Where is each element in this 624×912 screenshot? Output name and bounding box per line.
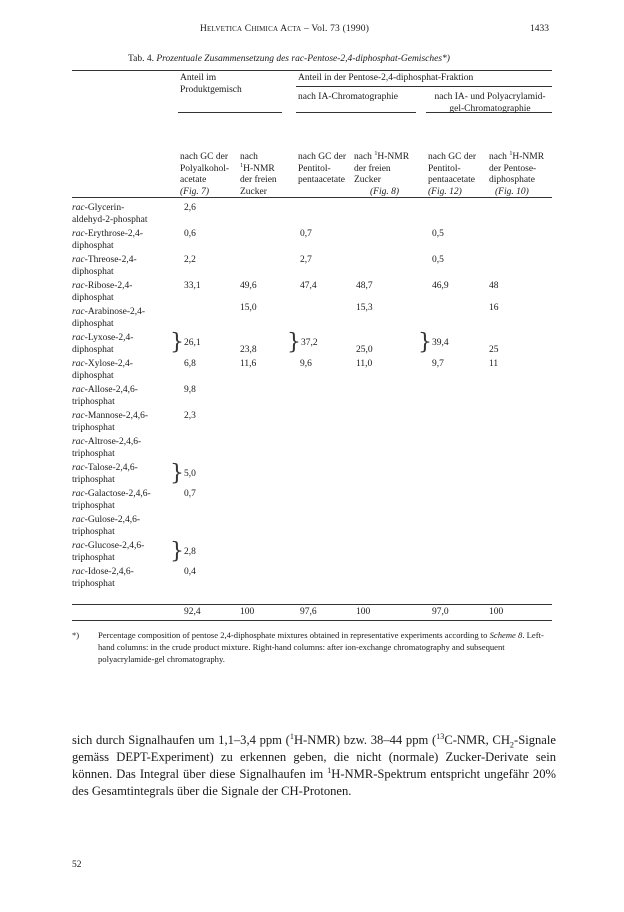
- table-caption: [128, 54, 450, 64]
- table-cell: 15,3: [356, 303, 373, 313]
- merged-value: 26,1: [184, 338, 201, 348]
- header-col-4: nach $^1$H-NMR der freien Zucker (Fig. 8): [354, 150, 410, 197]
- table-cell: 48,7: [356, 281, 373, 291]
- table-label: Tab. 4.: [128, 54, 154, 64]
- table-cell: 16: [489, 303, 499, 313]
- row-label: rac-Erythrose-2,4- diphosphat: [72, 229, 143, 251]
- table-cell: 47,4: [300, 281, 317, 291]
- header-col-6: nach $^1$H-NMR der Pentose- diphosphate (Fig. 10): [489, 150, 545, 197]
- header-bottom-rule: [72, 197, 552, 198]
- table-cell: 2,6: [184, 203, 196, 213]
- table-cell: 15,0: [240, 303, 257, 313]
- table-cell: 2,2: [184, 255, 196, 265]
- row-label: rac-Allose-2,4,6- triphosphat: [72, 385, 138, 407]
- group2-rule: [296, 86, 552, 87]
- footnote-text: Percentage composition of pentose 2,4-diphosphate mixtures obtained in representative experiments according to Scheme 8. Left-hand columns: in the crude product mixture. Right-hand columns: after ion-exchange chromatography and subsequent polyacrylamide-gel chromatography.: [98, 630, 544, 664]
- row-label: rac-Threose-2,4- diphosphat: [72, 255, 137, 277]
- merged-value: 5,0: [184, 469, 196, 479]
- sub-ia-rule: [296, 112, 416, 113]
- row-label: rac-Ribose-2,4- diphosphat: [72, 281, 133, 303]
- table-cell: 2,7: [300, 255, 312, 265]
- row-label: rac-Xylose-2,4- diphosphat: [72, 359, 133, 381]
- header-col-2: nach $^1$H-NMR der freien Zucker: [240, 152, 277, 197]
- total-cell: 97,6: [300, 607, 317, 617]
- table-cell: 0,5: [432, 255, 444, 265]
- table-cell: 23,8: [240, 345, 257, 355]
- totals-top-rule: [72, 604, 552, 605]
- row-label: rac-Altrose-2,4,6- triphosphat: [72, 437, 142, 459]
- table-top-rule: [72, 70, 552, 71]
- page-number: 1433: [530, 24, 549, 34]
- table-cell: 0,7: [300, 229, 312, 239]
- table-footnote: [72, 629, 552, 665]
- table-cell: 48: [489, 281, 499, 291]
- table-cell: 0,5: [432, 229, 444, 239]
- brace-alt-tal: }: [170, 461, 184, 486]
- header-col-5: nach GC der Pentitol- pentaacetate (Fig. 12): [428, 152, 477, 197]
- table-cell: 33,1: [184, 281, 201, 291]
- table-cell: 11: [489, 359, 499, 369]
- header-sub-iapa: nach IA- und Polyacrylamid- gel-Chromatographie: [434, 92, 546, 114]
- table-cell: 49,6: [240, 281, 257, 291]
- header-col-3: nach GC der Pentitol- pentaacetate: [298, 152, 347, 185]
- brace-arab-lyx-col5: }: [418, 330, 432, 355]
- running-header: [0, 24, 624, 38]
- footnote-mark: *): [72, 630, 80, 640]
- row-label: rac-Mannose-2,4,6- triphosphat: [72, 411, 148, 433]
- header-group1: Anteil im Produktgemisch: [180, 73, 242, 95]
- total-cell: 100: [240, 607, 255, 617]
- brace-arab-lyx-col1: }: [170, 330, 184, 355]
- total-cell: 92,4: [184, 607, 201, 617]
- table-cell: 9,7: [432, 359, 444, 369]
- table-bottom-rule: [72, 620, 552, 621]
- table-cell: 11,0: [356, 359, 373, 369]
- merged-value: 2,8: [184, 547, 196, 557]
- row-label: rac-Glucose-2,4,6- triphosphat: [72, 541, 145, 563]
- row-label: rac-Glycerin- aldehyd-2-phosphat: [72, 203, 148, 225]
- merged-value: 39,4: [432, 338, 449, 348]
- table-cell: 25,0: [356, 345, 373, 355]
- group1-rule: [178, 112, 282, 113]
- journal-title: Helvetica Chimica Acta – Vol. 73 (1990): [200, 24, 370, 34]
- table-cell: 25: [489, 345, 499, 355]
- table-cell: 46,9: [432, 281, 449, 291]
- row-label: rac-Galactose-2,4,6- triphosphat: [72, 489, 151, 511]
- table-cell: 2,3: [184, 411, 196, 421]
- table-cell: 0,4: [184, 567, 196, 577]
- row-label: rac-Idose-2,4,6- triphosphat: [72, 567, 134, 589]
- header-sub-ia: nach IA-Chromatographie: [298, 92, 398, 102]
- total-cell: 97,0: [432, 607, 449, 617]
- table-cell: 9,6: [300, 359, 312, 369]
- table-cell: 9,8: [184, 385, 196, 395]
- row-label: rac-Arabinose-2,4- diphosphat: [72, 307, 146, 329]
- header-group2: Anteil in der Pentose-2,4-diphosphat-Fraktion: [298, 73, 474, 83]
- merged-value: 37,2: [301, 338, 318, 348]
- table-cell: 0,7: [184, 489, 196, 499]
- row-label: rac-Talose-2,4,6- triphosphat: [72, 463, 138, 485]
- table-title: Prozentuale Zusammensetzung des rac-Pentose-2,4-diphosphat-Gemisches*): [156, 54, 450, 64]
- table-cell: 0,6: [184, 229, 196, 239]
- brace-arab-lyx-col3: }: [287, 330, 301, 355]
- table-cell: 11,6: [240, 359, 257, 369]
- header-col-1: nach GC der Polyalkohol- acetate (Fig. 7): [180, 152, 230, 197]
- row-label: rac-Lyxose-2,4- diphosphat: [72, 333, 134, 355]
- row-label: rac-Gulose-2,4,6- triphosphat: [72, 515, 141, 537]
- total-cell: 100: [356, 607, 371, 617]
- brace-gul-glc: }: [170, 539, 184, 564]
- body-paragraph: sich durch Signalhaufen um 1,1–3,4 ppm ($^1$H-NMR) bzw. 38–44 ppm ($^{13}$C-NMR, $CH_2$-Signale gemäss DEPT-Experiment) zu erkennen geben, die nicht (normale) Zucker-Derivate sein können. Das Integral über diese Signalhaufen im $^1$H-NMR-Spektrum entspricht ungefähr 20% des Gesamtintegrals über die Signale der CH-Protonen.: [72, 731, 556, 798]
- table-cell: 6,8: [184, 359, 196, 369]
- footer-page-number: 52: [72, 860, 82, 870]
- total-cell: 100: [489, 607, 504, 617]
